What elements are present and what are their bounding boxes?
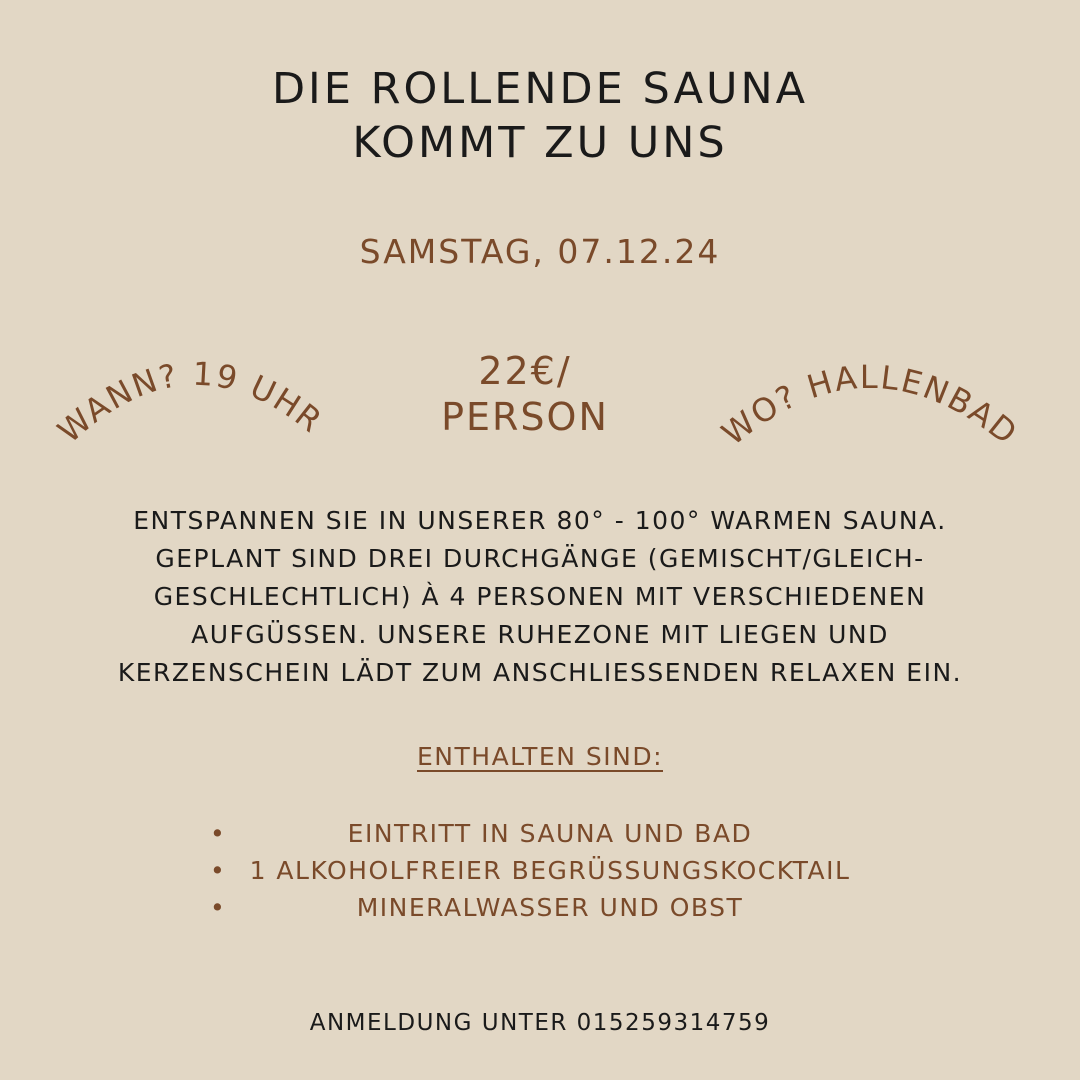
bullet-icon: • — [210, 893, 227, 922]
description-line-4: AUFGÜSSEN. UNSERE RUHEZONE MIT LIEGEN UND — [191, 620, 889, 649]
bullet-icon: • — [210, 856, 227, 885]
list-item-text: MINERALWASSER UND OBST — [356, 893, 744, 922]
included-heading-text: ENTHALTEN SIND: — [417, 742, 663, 771]
list-item-text: EINTRITT IN SAUNA UND BAD — [347, 819, 753, 848]
title-line-1: DIE ROLLENDE SAUNA — [271, 64, 809, 114]
description-line-3: GESCHLECHTLICH) À 4 PERSONEN MIT VERSCHIEDENEN — [153, 582, 927, 611]
price-unit: PERSON — [441, 395, 609, 439]
list-item — [200, 852, 900, 889]
title-line-2: KOMMT ZU UNS — [352, 118, 728, 168]
where-arc — [710, 340, 1030, 460]
price-block — [370, 348, 680, 440]
flyer-title — [0, 62, 1080, 170]
when-arc — [50, 340, 330, 460]
description-line-5: KERZENSCHEIN LÄDT ZUM ANSCHLIESSENDEN RELAXEN EIN. — [117, 658, 963, 687]
event-date: SAMSTAG, 07.12.24 — [359, 232, 721, 271]
where-text — [715, 358, 1026, 453]
bullet-icon: • — [210, 819, 227, 848]
when-textpath: WANN? 19 UHR — [50, 354, 331, 451]
description — [40, 502, 1040, 692]
list-item — [200, 815, 900, 852]
where-textpath: WO? HALLENBAD — [714, 357, 1026, 453]
price-amount: 22€/ — [478, 349, 572, 393]
list-item-text: 1 ALKOHOLFREIER BEGRÜSSUNGSKOCKTAIL — [249, 856, 851, 885]
description-line-2: GEPLANT SIND DREI DURCHGÄNGE (GEMISCHT/GLEICH- — [155, 544, 925, 573]
included-list — [200, 815, 900, 926]
included-heading — [0, 742, 1080, 771]
registration-info: ANMELDUNG UNTER 015259314759 — [309, 1010, 771, 1036]
when-text — [50, 355, 330, 451]
description-line-1: ENTSPANNEN SIE IN UNSERER 80° - 100° WARMEN SAUNA. — [133, 506, 947, 535]
list-item — [200, 889, 900, 926]
